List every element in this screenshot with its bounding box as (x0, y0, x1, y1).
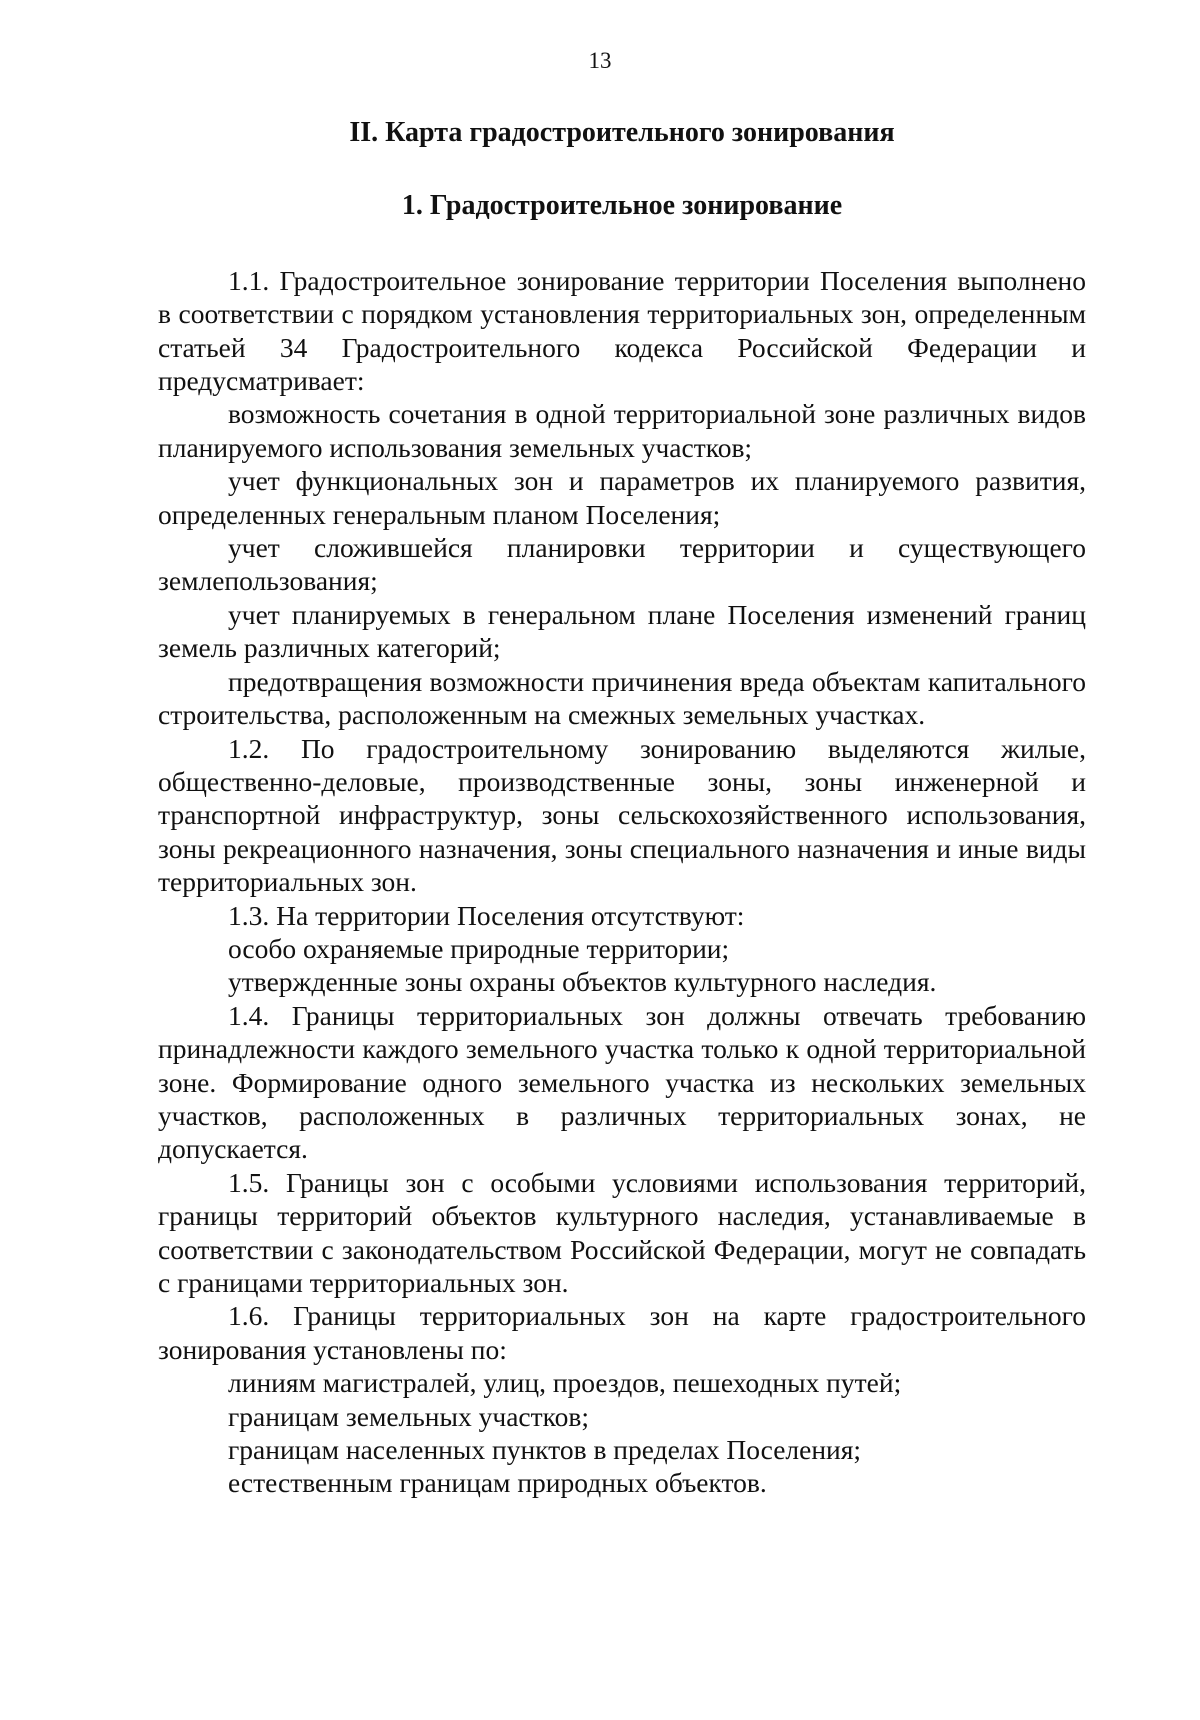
list-item: естественным границам природных объектов. (228, 1467, 767, 1499)
list-item: линиям магистралей, улиц, проездов, пешеходных путей; (228, 1367, 902, 1399)
list-item: учет сложившейся планировки территории и существующего землепользования; (158, 532, 1086, 597)
paragraph-1-5: 1.5. Границы зон с особыми условиями использования территорий, границы территорий объектов культурного наследия, устанавливаемые в соответствии с законодательством Российской Федерации, могут не совпадать с границами территориальных зон. (158, 1166, 1086, 1298)
list-item: утвержденные зоны охраны объектов культурного наследия. (228, 966, 937, 998)
paragraph-1-6: 1.6. Границы территориальных зон на карте градостроительного зонирования установлены по: (158, 1300, 1086, 1365)
list-item: учет планируемых в генеральном плане Поселения изменений границ земель различных категорий; (158, 598, 1086, 664)
paragraph-1-4: 1.4. Границы территориальных зон должны отвечать требованию принадлежности каждого земельного участка только к одной территориальной зоне. Формирование одного земельного участка из нескольких земельных участков, расположенных в различных территориальных зонах, не допускается. (158, 999, 1086, 1165)
list-item: границам населенных пунктов в пределах Поселения; (228, 1434, 862, 1466)
list-item: предотвращения возможности причинения вреда объектам капитального строительства, расположенным на смежных земельных участках. (158, 665, 1086, 731)
paragraph-1-3: 1.3. На территории Поселения отсутствуют: (228, 899, 745, 931)
paragraph-1-2: 1.2. По градостроительному зонированию выделяются жилые, общественно-деловые, производственные зоны, зоны инженерной и транспортной инфраструктур, зоны сельскохозяйственного использования, зоны рекреационного назначения, зоны специального назначения и иные виды территориальных зон. (158, 732, 1086, 898)
list-item: особо охраняемые природные территории; (228, 932, 730, 964)
page-number: 13 (588, 48, 612, 73)
section-title: II. Карта градостроительного зонирования (349, 117, 895, 148)
subsection-title: 1. Градостроительное зонирование (401, 190, 843, 222)
list-item: границам земельных участков; (228, 1400, 589, 1432)
list-item: возможность сочетания в одной территориальной зоне различных видов планируемого использования земельных участков; (158, 398, 1086, 463)
list-item: учет функциональных зон и параметров их планируемого развития, определенных генеральным планом Поселения; (158, 465, 1086, 530)
document-body (158, 112, 1086, 1500)
paragraph-1-1: 1.1. Градостроительное зонирование территории Поселения выполнено в соответствии с порядком установления территориальных зон, определенным статьей 34 Градостроительного кодекса Российской Федерации и предусматривает: (158, 264, 1086, 397)
